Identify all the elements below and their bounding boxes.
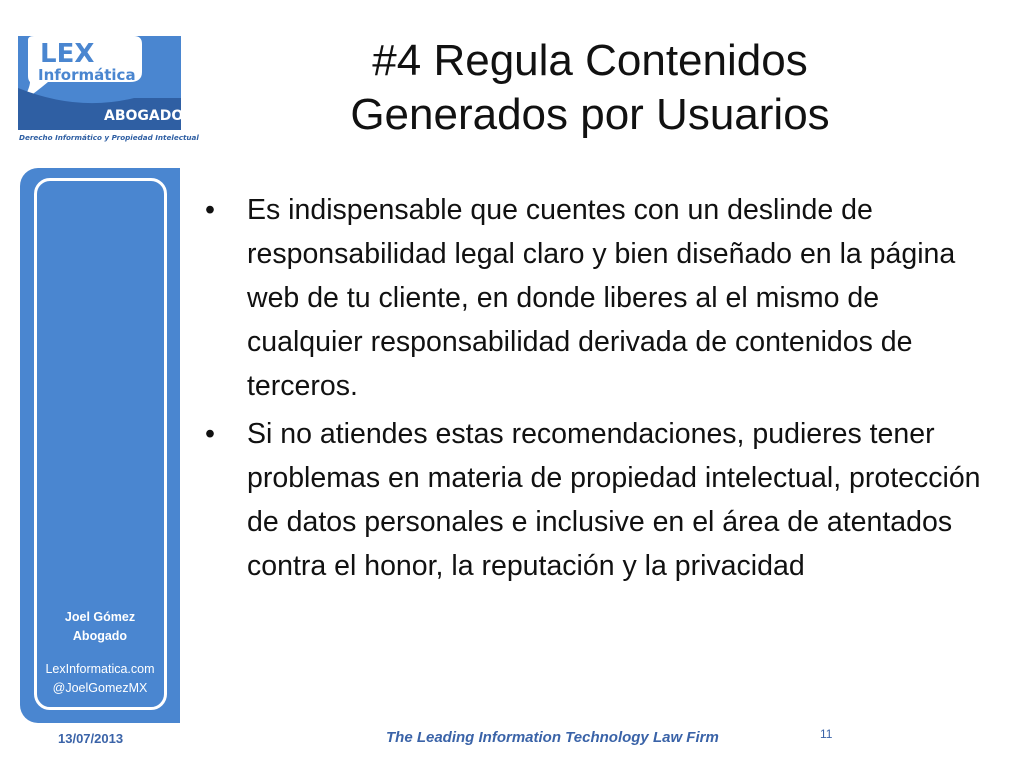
bullet-text: Es indispensable que cuentes con un deslinde de responsabilidad legal claro y bien diseñado en la página web de tu cliente, en donde liberes al el mismo de cualquier responsabilidad derivada de contenidos de terceros. [247,194,956,402]
presenter-role: Abogado [72,629,128,643]
logo-badge-text: ABOGADOS [104,108,194,124]
presenter-info [20,608,180,646]
footer-tagline: The Leading Information Technology Law Firm [386,729,719,746]
logo-sub-text: Informática [38,66,136,84]
slide-title [200,34,980,142]
slide-title-line-2: Generados por Usuarios [350,90,830,139]
bullet-marker: • [205,418,215,450]
bullet-marker: • [205,194,215,226]
presenter-name: Joel Gómez [64,610,136,624]
sidebar-panel [20,168,180,723]
bullet-text: Si no atiendes estas recomendaciones, pudieres tener problemas en materia de propiedad intelectual, protección de datos personales e inclusive en el área de atentados contra el honor, la reputación y la privacidad [247,418,981,582]
slide-content [205,188,985,592]
logo-brand-text: LEX [40,39,95,69]
presenter-contact [20,660,180,698]
bullet-item [205,412,985,588]
presenter-website: LexInformatica.com [45,662,155,676]
slide-title-line-1: #4 Regula Contenidos [372,36,808,85]
footer-date: 13/07/2013 [58,731,124,746]
presenter-handle: @JoelGomezMX [52,681,148,695]
logo-tagline-text: Derecho Informático y Propiedad Intelectual [19,133,199,142]
lex-informatica-logo [18,36,199,146]
bullet-item [205,188,985,408]
page-number: 11 [820,727,833,741]
